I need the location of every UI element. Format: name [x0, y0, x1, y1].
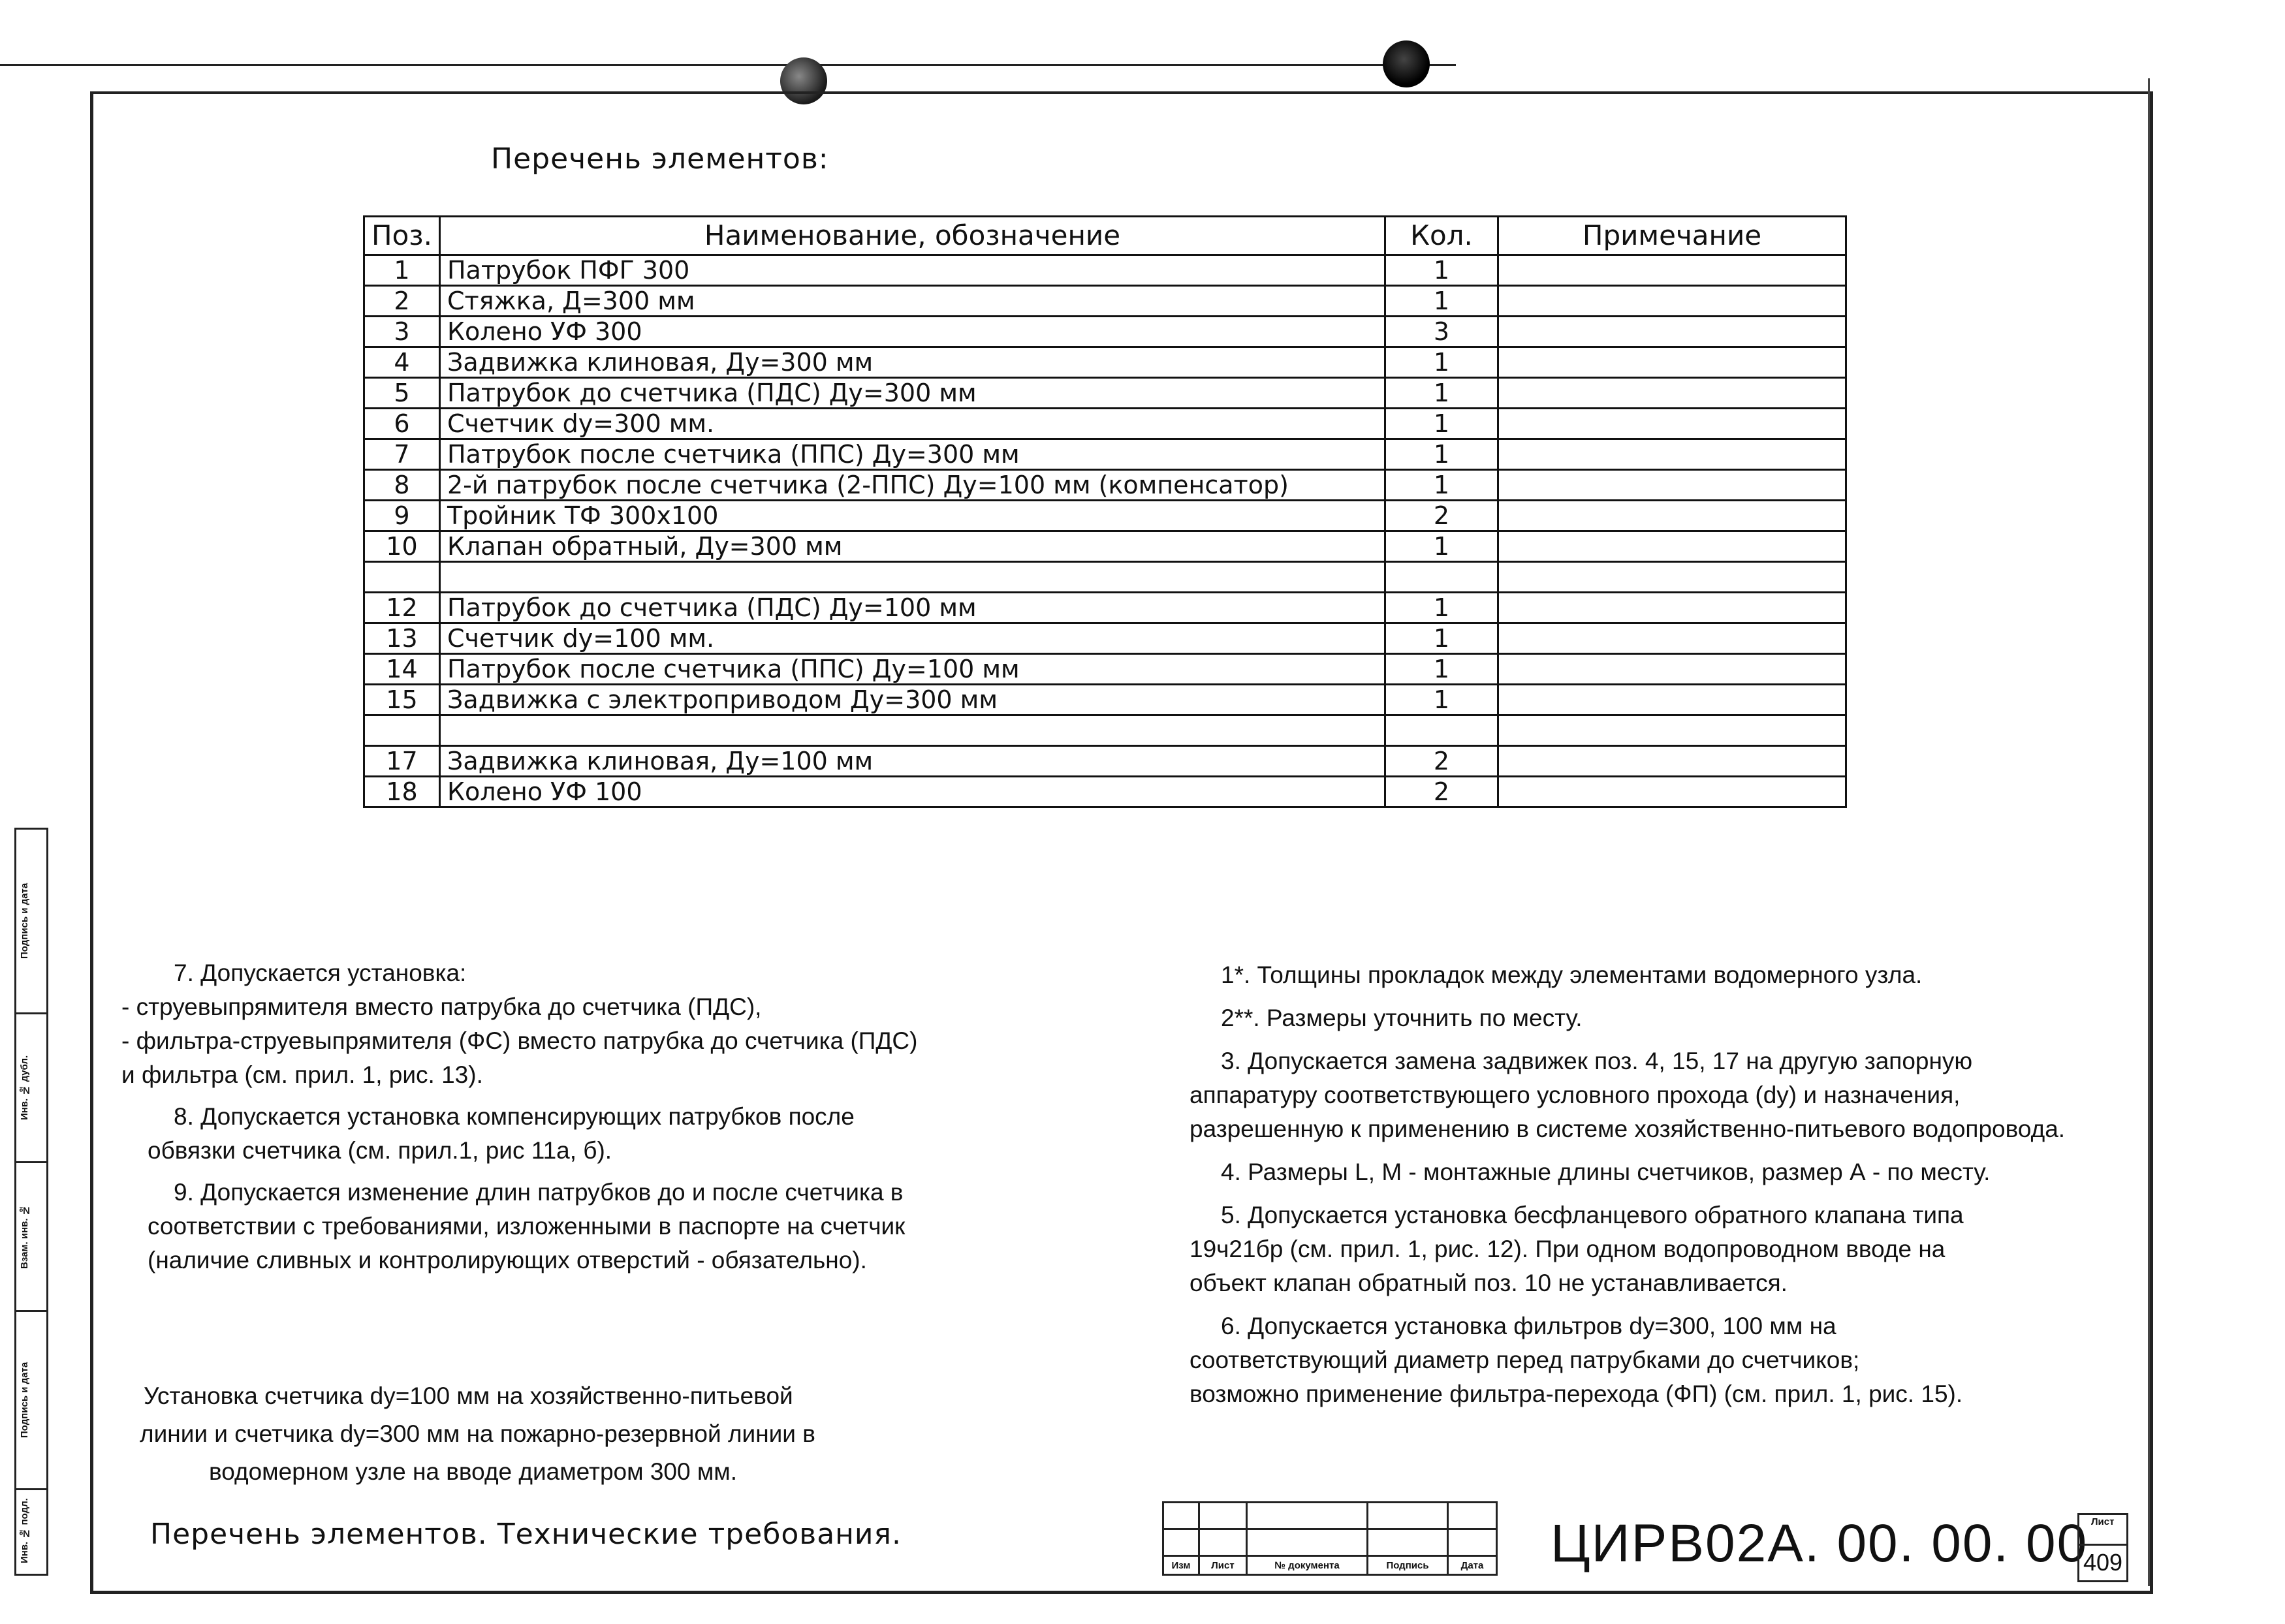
cell-pos: 6 [364, 409, 440, 439]
stamp-label-list: Лист [1199, 1556, 1247, 1575]
cell-note [1498, 347, 1846, 378]
summary-line: линии и счетчика dy=300 мм на пожарно-резервной линии в [140, 1420, 815, 1447]
col-qty-header: Кол. [1385, 217, 1498, 255]
cell-pos: 1 [364, 255, 440, 286]
cell-pos: 12 [364, 593, 440, 623]
cell-qty: 1 [1385, 439, 1498, 470]
summary-line: Установка счетчика dy=100 мм на хозяйственно-питьевой [144, 1382, 793, 1409]
cell-note [1498, 439, 1846, 470]
cell-name: Стяжка, Д=300 мм [439, 286, 1385, 317]
side-label: Подпись и дата [19, 882, 30, 960]
side-cell [16, 830, 46, 1014]
table-row [364, 347, 1846, 378]
cell-note [1498, 623, 1846, 654]
cell-name: Патрубок до счетчика (ПДС) Ду=100 мм [439, 593, 1385, 623]
cell-pos: 9 [364, 501, 440, 531]
cell-name: 2-й патрубок после счетчика (2-ППС) Ду=100 мм (компенсатор) [439, 470, 1385, 501]
note-line: 6. Допускается установка фильтров dy=300, 100 мм на [1221, 1313, 1836, 1339]
side-label: Взам. инв. № [19, 1204, 30, 1269]
cell-qty: 1 [1385, 409, 1498, 439]
stamp-label-izm: Изм [1163, 1556, 1199, 1575]
table-row [364, 746, 1846, 777]
note-line: 9. Допускается изменение длин патрубков до и после счетчика в [174, 1179, 904, 1206]
cell-pos: 8 [364, 470, 440, 501]
title-block [1162, 1501, 1498, 1576]
note-line: 3. Допускается замена задвижек поз. 4, 15, 17 на другую запорную [1221, 1048, 1973, 1074]
cell-note [1498, 562, 1846, 593]
cell-note [1498, 593, 1846, 623]
cell-qty: 1 [1385, 531, 1498, 562]
cell-qty: 2 [1385, 746, 1498, 777]
cell-name: Патрубок ПФГ 300 [439, 255, 1385, 286]
revision-grid [1162, 1501, 1498, 1576]
summary-line: водомерном узле на вводе диаметром 300 мм. [209, 1458, 737, 1485]
note-line: 8. Допускается установка компенсирующих патрубков после [174, 1103, 855, 1130]
table-row [364, 654, 1846, 685]
side-cell [16, 1014, 46, 1163]
side-cell [16, 1312, 46, 1490]
cell-note [1498, 255, 1846, 286]
cell-note [1498, 470, 1846, 501]
side-cell [16, 1490, 46, 1572]
cell-note [1498, 531, 1846, 562]
cell-qty [1385, 715, 1498, 746]
cell-pos: 3 [364, 317, 440, 347]
note-line: 1*. Толщины прокладок между элементами водомерного узла. [1221, 961, 1923, 988]
side-label: Инв. № дубл. [19, 1055, 30, 1121]
cell-qty: 1 [1385, 654, 1498, 685]
cell-pos: 17 [364, 746, 440, 777]
cell-name: Клапан обратный, Ду=300 мм [439, 531, 1385, 562]
cell-pos: 10 [364, 531, 440, 562]
table-row [364, 501, 1846, 531]
cell-name: Счетчик dy=300 мм. [439, 409, 1385, 439]
cell-note [1498, 746, 1846, 777]
col-name-header: Наименование, обозначение [439, 217, 1385, 255]
cell-name: Задвижка клиновая, Ду=100 мм [439, 746, 1385, 777]
cell-name: Патрубок после счетчика (ППС) Ду=300 мм [439, 439, 1385, 470]
note-line: возможно применение фильтра-перехода (ФП) (см. прил. 1, рис. 15). [1190, 1381, 1963, 1407]
sheet-title: Перечень элементов. Технические требования. [150, 1518, 902, 1551]
top-border-line [0, 64, 1456, 66]
side-cell [16, 1163, 46, 1312]
table-row [364, 317, 1846, 347]
cell-qty: 1 [1385, 593, 1498, 623]
cell-note [1498, 777, 1846, 807]
sheet-box [2077, 1513, 2128, 1582]
cell-pos: 13 [364, 623, 440, 654]
cell-qty: 1 [1385, 470, 1498, 501]
cell-name [439, 562, 1385, 593]
note-line: аппаратуру соответствующего условного прохода (dy) и назначения, [1190, 1082, 1961, 1108]
cell-name: Колено УФ 300 [439, 317, 1385, 347]
note-line: объект клапан обратный поз. 10 не устанавливается. [1190, 1270, 1788, 1296]
cell-qty: 1 [1385, 255, 1498, 286]
note-line: обвязки счетчика (см. прил.1, рис 11а, б). [148, 1137, 612, 1164]
cell-pos: 4 [364, 347, 440, 378]
note-line: 5. Допускается установка бесфланцевого обратного клапана типа [1221, 1202, 1964, 1228]
cell-qty: 1 [1385, 378, 1498, 409]
cell-name: Задвижка клиновая, Ду=300 мм [439, 347, 1385, 378]
note-line: разрешенную к применению в системе хозяйственно-питьевого водопровода. [1190, 1116, 2066, 1142]
side-label: Инв. № подл. [19, 1498, 30, 1564]
cell-note [1498, 501, 1846, 531]
table-row [364, 715, 1846, 746]
left-notes [121, 956, 917, 1277]
cell-qty: 1 [1385, 623, 1498, 654]
elements-table [363, 215, 1847, 808]
table-row [364, 593, 1846, 623]
cell-pos: 15 [364, 685, 440, 715]
cell-qty: 1 [1385, 685, 1498, 715]
cell-name: Патрубок до счетчика (ПДС) Ду=300 мм [439, 378, 1385, 409]
stamp-label-doc: № документа [1247, 1556, 1368, 1575]
note-line: соответствующий диаметр перед патрубками до счетчиков; [1190, 1347, 1860, 1373]
side-label: Подпись и дата [19, 1362, 30, 1439]
table-row [364, 439, 1846, 470]
cell-name: Патрубок после счетчика (ППС) Ду=100 мм [439, 654, 1385, 685]
right-notes [1190, 958, 2065, 1411]
table-header-row [364, 217, 1846, 255]
sheet-number: 409 [2079, 1544, 2126, 1580]
document-number: ЦИРВ02А. 00. 00. 00 [1551, 1514, 2088, 1573]
note-line: - струевыпрямителя вместо патрубка до счетчика (ПДС), [121, 993, 762, 1020]
col-pos-header: Поз. [364, 217, 440, 255]
table-row [364, 409, 1846, 439]
cell-pos: 2 [364, 286, 440, 317]
cell-note [1498, 685, 1846, 715]
list-heading: Перечень элементов: [491, 142, 829, 176]
note-line: 7. Допускается установка: [174, 960, 467, 986]
cell-qty: 1 [1385, 347, 1498, 378]
right-edge-line [2148, 78, 2150, 1586]
table-row [364, 777, 1846, 807]
cell-note [1498, 286, 1846, 317]
cell-note [1498, 715, 1846, 746]
sheet-label: Лист [2091, 1516, 2115, 1527]
cell-qty: 3 [1385, 317, 1498, 347]
cell-qty: 2 [1385, 777, 1498, 807]
side-stamp-strip [14, 828, 48, 1576]
table-row [364, 623, 1846, 654]
cell-pos: 14 [364, 654, 440, 685]
cell-qty: 2 [1385, 501, 1498, 531]
cell-note [1498, 378, 1846, 409]
cell-note [1498, 317, 1846, 347]
cell-qty [1385, 562, 1498, 593]
cell-name: Задвижка с электроприводом Ду=300 мм [439, 685, 1385, 715]
cell-pos: 5 [364, 378, 440, 409]
cell-name: Тройник ТФ 300х100 [439, 501, 1385, 531]
note-line: 2**. Размеры уточнить по месту. [1221, 1005, 1583, 1031]
stamp-label-date: Дата [1448, 1556, 1497, 1575]
cell-qty: 1 [1385, 286, 1498, 317]
table-row [364, 685, 1846, 715]
note-line: 19ч21бр (см. прил. 1, рис. 12). При одном водопроводном вводе на [1190, 1236, 1946, 1262]
cell-note [1498, 409, 1846, 439]
cell-name: Колено УФ 100 [439, 777, 1385, 807]
installation-summary [140, 1377, 815, 1491]
cell-pos: 18 [364, 777, 440, 807]
cell-name [439, 715, 1385, 746]
note-line: и фильтра (см. прил. 1, рис. 13). [121, 1061, 483, 1088]
table-row [364, 562, 1846, 593]
table-row [364, 378, 1846, 409]
note-line: 4. Размеры L, М - монтажные длины счетчиков, размер А - по месту. [1221, 1159, 1991, 1185]
cell-note [1498, 654, 1846, 685]
cell-pos [364, 715, 440, 746]
cell-name: Счетчик dy=100 мм. [439, 623, 1385, 654]
note-line: - фильтра-струевыпрямителя (ФС) вместо патрубка до счетчика (ПДС) [121, 1027, 918, 1054]
cell-pos: 7 [364, 439, 440, 470]
pin-hole-right [1383, 40, 1430, 87]
table-row [364, 531, 1846, 562]
cell-pos [364, 562, 440, 593]
table-row [364, 286, 1846, 317]
note-line: соответствии с требованиями, изложенными в паспорте на счетчик [148, 1213, 906, 1240]
table-row [364, 255, 1846, 286]
stamp-label-sign: Подпись [1368, 1556, 1448, 1575]
note-line: (наличие сливных и контролирующих отверстий - обязательно). [148, 1247, 867, 1273]
col-note-header: Примечание [1498, 217, 1846, 255]
table-row [364, 470, 1846, 501]
